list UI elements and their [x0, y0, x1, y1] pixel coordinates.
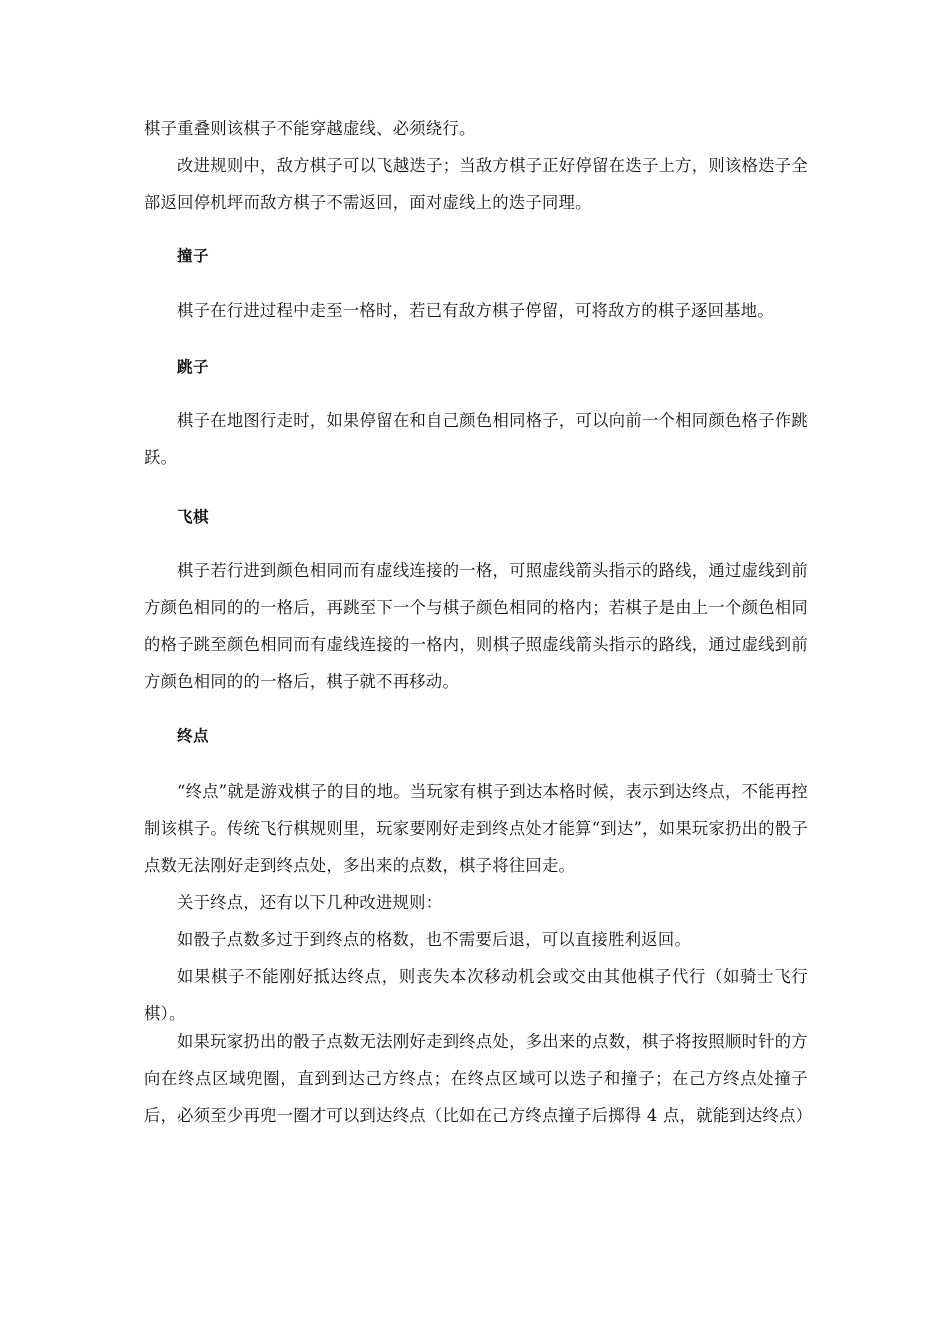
paragraph-finish-variants-intro: 关于终点，还有以下几种改进规则： — [177, 893, 443, 912]
paragraph-overlap-rule: 棋子重叠则该棋子不能穿越虚线、必须绕行。 — [144, 119, 476, 138]
paragraph-improved-rule: 改进规则中，敌方棋子可以飞越迭子；当敌方棋子正好停留在迭子上方，则该格迭子全部返回停机坪而敌方棋子不需返回，面对虚线上的迭子同理。 — [144, 156, 808, 212]
paragraph-finish: “终点”就是游戏棋子的目的地。当玩家有棋子到达本格时候，表示到达终点，不能再控制该棋子。传统飞行棋规则里，玩家要刚好走到终点处才能算“到达”，如果玩家扔出的骰子点数无法刚好走到终点处，多出来的点数，棋子将往回走。 — [144, 782, 808, 875]
heading-collision: 撞子 — [177, 247, 210, 265]
paragraph-fly: 棋子若行进到颜色相同而有虚线连接的一格，可照虚线箭头指示的路线，通过虚线到前方颜色相同的的一格后，再跳至下一个与棋子颜色相同的格内；若棋子是由上一个颜色相同的格子跳至颜色相同而有虚线连接的一格内，则棋子照虚线箭头指示的路线，通过虚线到前方颜色相同的的一格后，棋子就不再移动。 — [144, 561, 808, 691]
paragraph-jump: 棋子在地图行走时，如果停留在和自己颜色相同格子，可以向前一个相同颜色格子作跳跃。 — [144, 411, 808, 467]
paragraph-finish-variant-1: 如骰子点数多过于到终点的格数，也不需要后退，可以直接胜利返回。 — [177, 930, 692, 949]
heading-fly: 飞棋 — [177, 508, 210, 526]
heading-finish: 终点 — [177, 727, 210, 745]
paragraph-collision: 棋子在行进过程中走至一格时，若已有敌方棋子停留，可将敌方的棋子逐回基地。 — [177, 301, 774, 320]
paragraph-finish-variant-3: 如果玩家扔出的骰子点数无法刚好走到终点处，多出来的点数，棋子将按照顺时针的方向在终点区域兜圈，直到到达己方终点；在终点区域可以迭子和撞子；在己方终点处撞子后，必须至少再兜一圈才可以到达终点（比如在己方终点撞子后掷得 4 点，就能到达终点） — [144, 1032, 813, 1125]
paragraph-finish-variant-2: 如果棋子不能刚好抵达终点，则丧失本次移动机会或交由其他棋子代行（如骑士飞行棋）。 — [144, 967, 808, 1023]
heading-jump: 跳子 — [177, 358, 210, 376]
